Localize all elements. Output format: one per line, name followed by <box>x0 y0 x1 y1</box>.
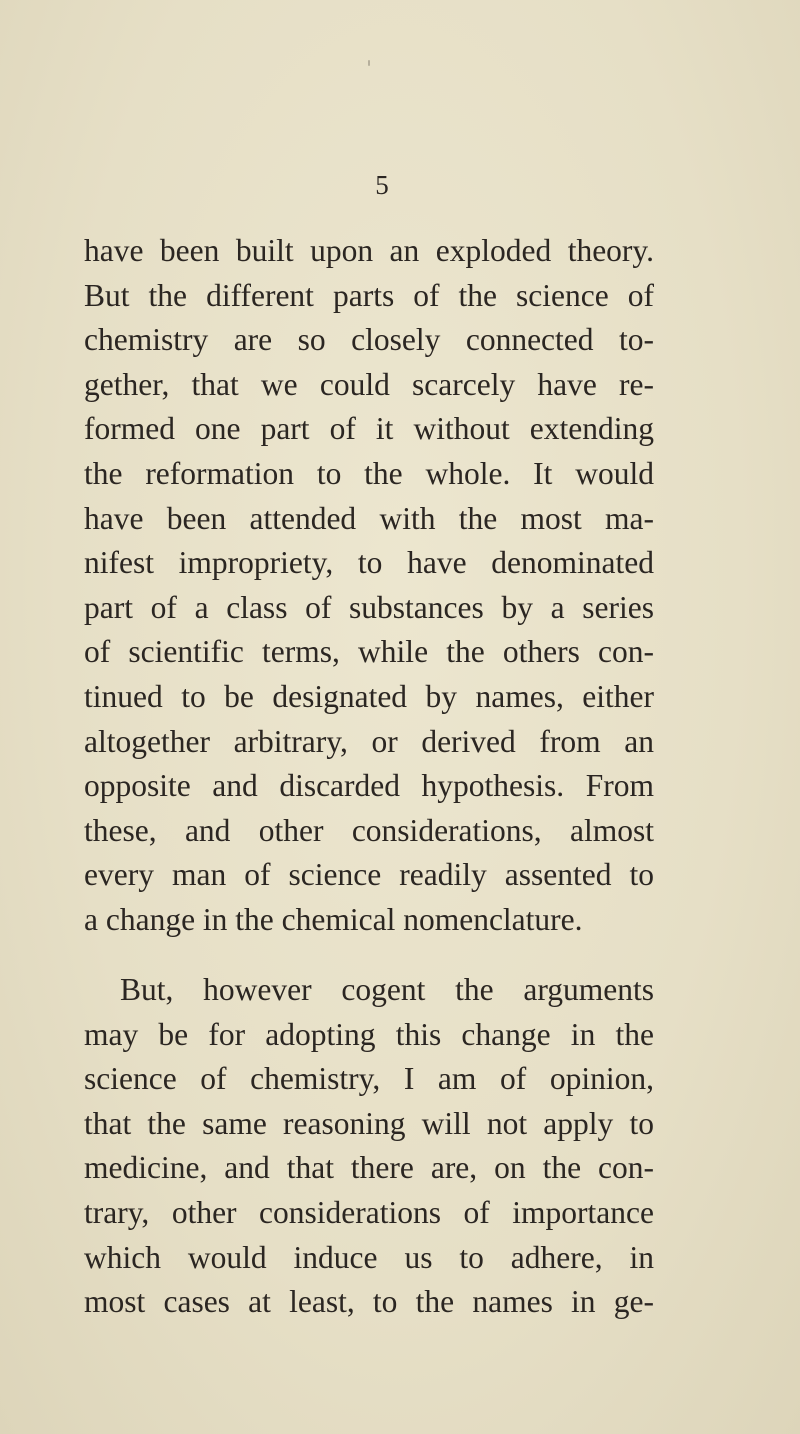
text-line: the reformation to the whole. It would <box>84 455 654 491</box>
text-line: may be for adopting this change in the <box>84 1016 654 1052</box>
text-line: But the different parts of the science of <box>84 277 654 313</box>
paper-speck <box>368 60 370 66</box>
text-line: every man of science readily assented to <box>84 857 654 893</box>
text-line: science of chemistry, I am of opinion, <box>84 1061 654 1097</box>
text-line: tinued to be designated by names, either <box>84 678 654 714</box>
text-line: of scientific terms, while the others con- <box>84 634 654 670</box>
text-line: which would induce us to adhere, in <box>84 1239 654 1275</box>
text-line: altogether arbitrary, or derived from an <box>84 723 654 759</box>
text-line: a change in the chemical nomenclature. <box>84 901 583 937</box>
text-line: opposite and discarded hypothesis. From <box>84 768 654 804</box>
text-line: chemistry are so closely connected to- <box>84 322 654 358</box>
page-number: 5 <box>375 170 390 200</box>
text-line: have been attended with the most ma- <box>84 500 654 536</box>
paragraph-1 <box>84 229 654 943</box>
text-line: medicine, and that there are, on the con- <box>84 1150 654 1186</box>
text-line: that the same reasoning will not apply to <box>84 1105 654 1141</box>
text-line: gether, that we could scarcely have re- <box>84 366 654 402</box>
text-line: these, and other considerations, almost <box>84 812 654 848</box>
text-line: most cases at least, to the names in ge- <box>84 1284 654 1320</box>
text-line: have been built upon an exploded theory. <box>84 233 654 268</box>
text-line: trary, other considerations of importance <box>84 1194 654 1230</box>
text-line: part of a class of substances by a series <box>84 589 654 625</box>
text-line: But, however cogent the arguments <box>120 972 654 1007</box>
paragraph-2 <box>84 968 654 1325</box>
text-line: formed one part of it without extending <box>84 411 654 447</box>
text-line: nifest impropriety, to have denominated <box>84 545 654 581</box>
